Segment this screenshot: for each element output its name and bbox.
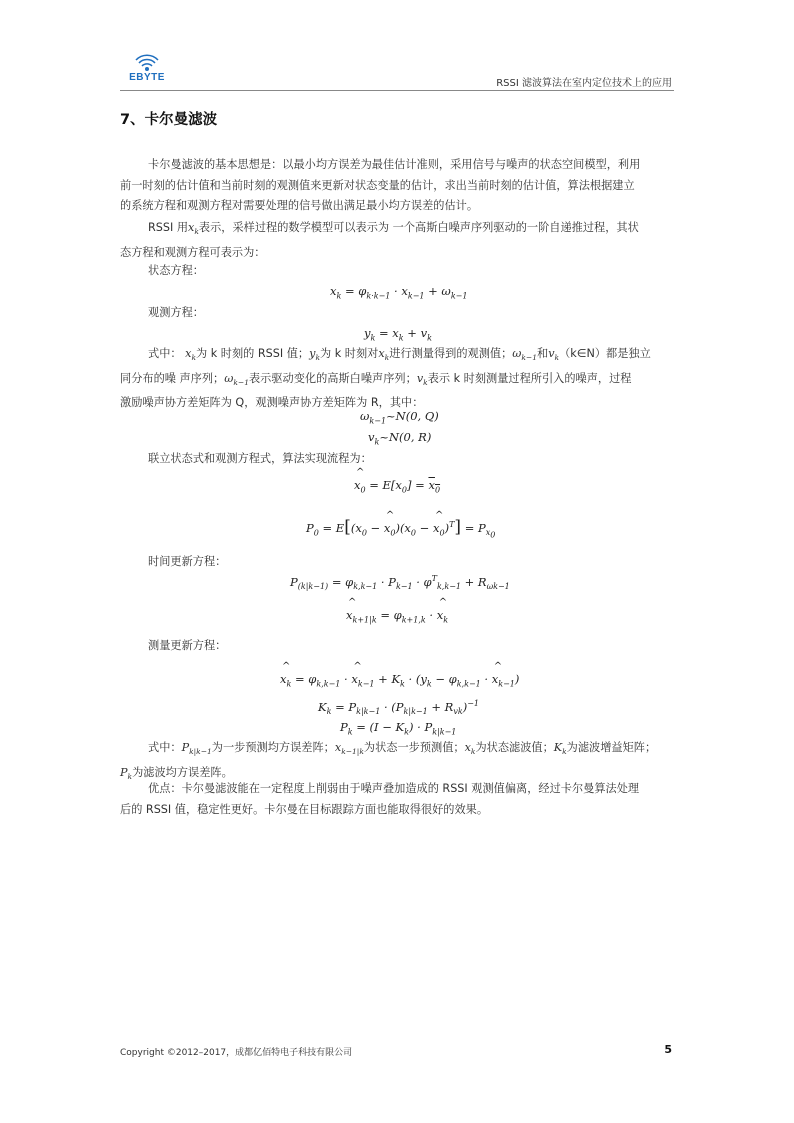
advantage-paragraph: 优点：卡尔曼滤波能在一定程度上削弱由于噪声叠加造成的 RSSI 观测值偏离，经过卡尔曼算法处理 后的 RSSI 值，稳定性更好。卡尔曼在目标跟踪方面也能取得很好的效果。 <box>120 782 640 816</box>
observation-equation-label: 观测方程： <box>148 306 204 319</box>
state-equation: $x_k = \varphi_{k\cdot k-1} \cdot x_{k-1} + \omega_{k-1}$ <box>330 284 468 301</box>
intro-paragraph: 卡尔曼滤波的基本思想是：以最小均方误差为最佳估计准则，采用信号与噪声的状态空间模型，利用 前一时刻的估计值和当前时刻的观测值来更新对状态变量的估计，求出当前时刻的估计值，算法根据建立 的系统方程和观测方程对需要处理的信号做出满足最小均方误差的估计。 <box>120 158 641 212</box>
ebyte-logo <box>122 52 172 86</box>
measurement-update-label: 测量更新方程： <box>148 639 227 652</box>
measurement-noise-distribution: $v_k\sim N(0$, R) <box>368 430 432 447</box>
page-number: 5 <box>664 1043 672 1056</box>
section-title: 7、卡尔曼滤波 <box>120 112 218 128</box>
covariance-prediction-equation: $P_{(k|k-1)} = \varphi_{k,k-1} \cdot P_{k-1} \cdot \varphi^T_{k,k-1} + R_{\omega k-1}$ <box>290 574 510 592</box>
copyright-footer: Copyright ©2012–2017，成都亿佰特电子科技有限公司 <box>120 1048 353 1058</box>
state-equation-label: 状态方程： <box>148 264 204 277</box>
symbols-explanation: 式中：$P_{k|k-1}$为一步预测均方误差阵；$x_{k-1|k}$为状态一步预测值；$x_k$为状态滤波值；$K_k$为滤波增益矩阵； $P_k$为滤波均方误差阵。 <box>120 741 657 781</box>
signal-icon <box>122 52 172 74</box>
model-paragraph: RSSI 用$x_k$表示，采样过程的数学模型可以表示为 一个高斯白噪声序列驱动的一阶自递推过程，其状 态方程和观测方程可表示为： <box>120 221 639 259</box>
logo-text: EBYTE <box>129 72 165 83</box>
algorithm-flow-label: 联立状态式和观测方程式，算法实现流程为： <box>148 452 372 465</box>
time-update-label: 时间更新方程： <box>148 555 227 568</box>
covariance-update-equation: $P_k = (I - K_k) \cdot P_{k|k-1}$ <box>340 720 457 737</box>
state-prediction-equation: ^ $x_{k+1|k} = \varphi_{k+1,k}$ · ^ $x_k$ <box>346 608 448 624</box>
header-divider <box>120 90 674 91</box>
variables-explanation: 式中： $x_k$为 k 时刻的 RSSI 值；$y_k$为 k 时刻对$x_k$进行测量得到的观测值；$\omega_{k-1}$和$v_k(k\in N)$都是独立 同分布的噪 声序列；$\omega_{k-1}$表示驱动变化的高斯白噪声序列；$v_k$表示 k 时刻测量过程所引入的噪声，过程 激励噪声协方差矩阵为 Q，观测噪声协方差矩阵为 R，其中： <box>120 347 651 410</box>
process-noise-distribution: $\omega_{k-1}\sim N(0$, Q) <box>360 409 439 426</box>
observation-equation: $y_k = x_k + v_k$ <box>364 326 432 343</box>
document-title: RSSI 滤波算法在室内定位技术上的应用 <box>496 78 672 89</box>
state-update-equation: ^ $x_k = \varphi_{k,k-1}$ · ^ $x_{k-1} + K_k \cdot (y_k - \varphi_{k,k-1}$ · ^ $x_{k-1}$) <box>280 672 519 688</box>
kalman-gain-equation: $K_k = P_{k|k-1} \cdot (P_{k|k-1} + R_{vk})^{-1}$ <box>318 699 479 717</box>
initial-covariance: $P_0 = E[(x_0$ − ^ $x_0)(x_0$ − ^ $x_0)^T] = P_{x_0}$ <box>306 517 495 540</box>
initial-state-estimate: ^ $x_0 = E[x_0] = x_0$ <box>354 478 440 494</box>
